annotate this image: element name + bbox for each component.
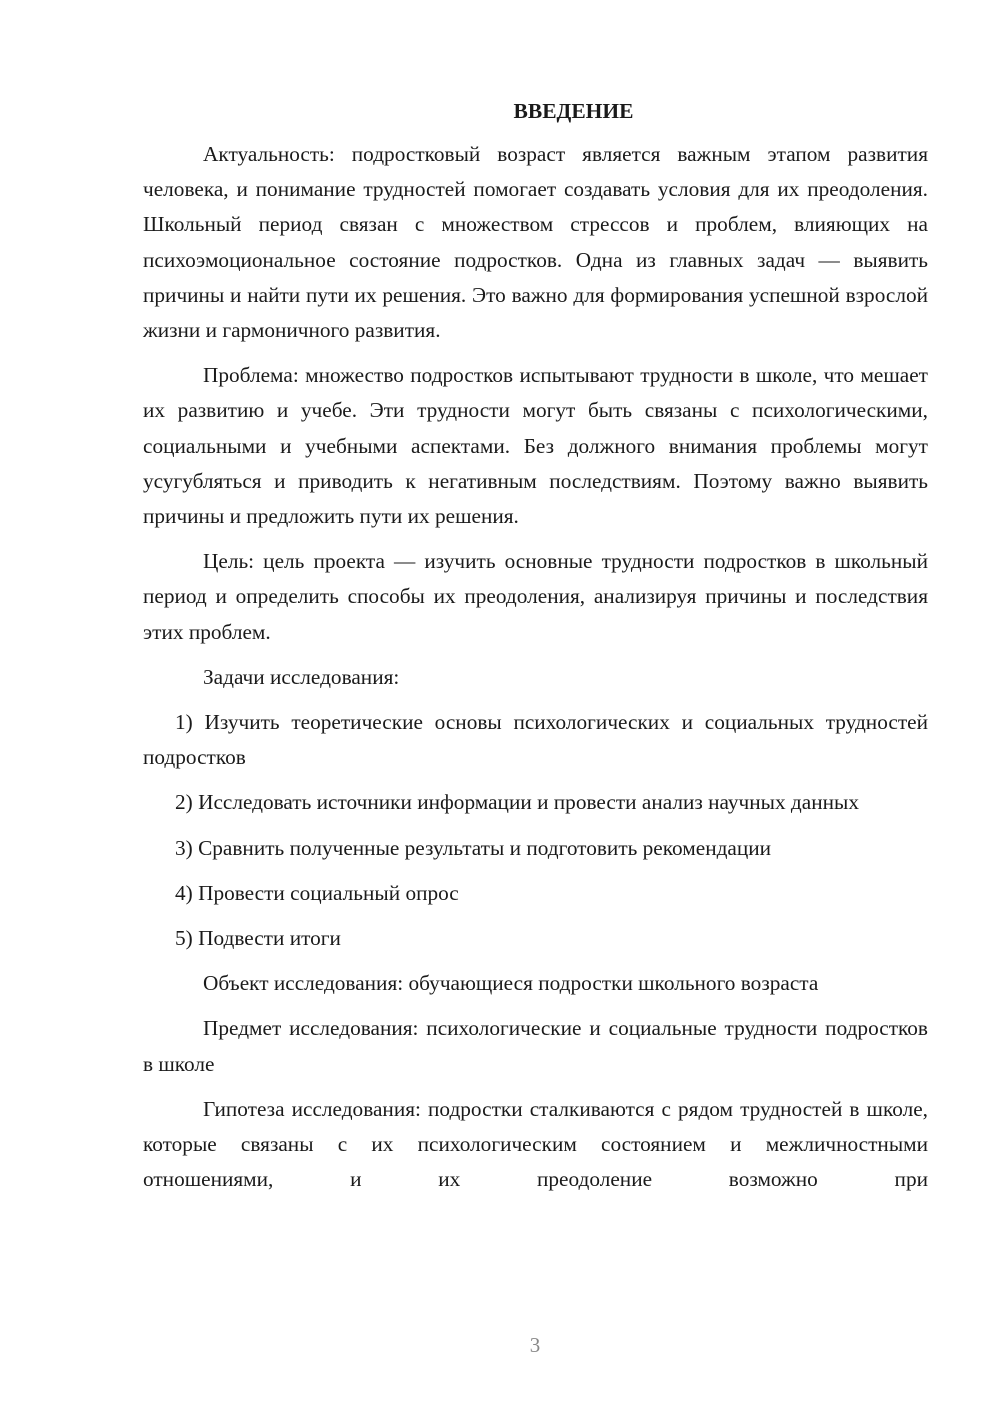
page-number: 3 — [529, 1333, 541, 1357]
relevance-paragraph: Актуальность: подростковый возраст является важным этапом развития человека, и понимание трудностей помогает создавать условия для их преодоления. Школьный период связан с множеством стрессов и проблем, влияющих на психоэмоциональное состояние подростков. Одна из главных задач — выявить причины и найти пути их решения. Это важно для формирования успешной взрослой жизни и гармоничного развития. — [143, 142, 928, 343]
hypothesis-paragraph: Гипотеза исследования: подростки сталкиваются с рядом трудностей в школе, которые связаны с их психологическим состоянием и межличностными отношениями, и их преодоление возможно при — [143, 1096, 928, 1192]
goal-paragraph: Цель: цель проекта — изучить основные трудности подростков в школьный период и определить способы их преодоления, анализируя причины и последствия этих проблем. — [143, 549, 928, 644]
task-item-4: 4) Провести социальный опрос — [175, 880, 459, 905]
problem-paragraph: Проблема: множество подростков испытывают трудности в школе, что мешает их развитию и учебе. Эти трудности могут быть связаны с психологическими, социальными и учебными аспектами. Без должного внимания проблемы могут усугубляться и приводить к негативным последствиям. Поэтому важно выявить причины и предложить пути их решения. — [143, 363, 928, 529]
tasks-heading: Задачи исследования: — [203, 664, 400, 689]
document-page — [143, 96, 928, 1207]
research-subject-paragraph: Предмет исследования: психологические и социальные трудности подростков в школе — [143, 1016, 928, 1076]
task-item-5: 5) Подвести итоги — [175, 926, 341, 951]
section-title: ВВЕДЕНИЕ — [513, 99, 634, 123]
task-item-3: 3) Сравнить полученные результаты и подготовить рекомендации — [175, 835, 772, 860]
research-object-paragraph: Объект исследования: обучающиеся подростки школьного возраста — [203, 971, 819, 996]
task-item-2: 2) Исследовать источники информации и провести анализ научных данных — [175, 790, 859, 815]
task-item-1: 1) Изучить теоретические основы психологических и социальных трудностей подростков — [143, 710, 928, 770]
